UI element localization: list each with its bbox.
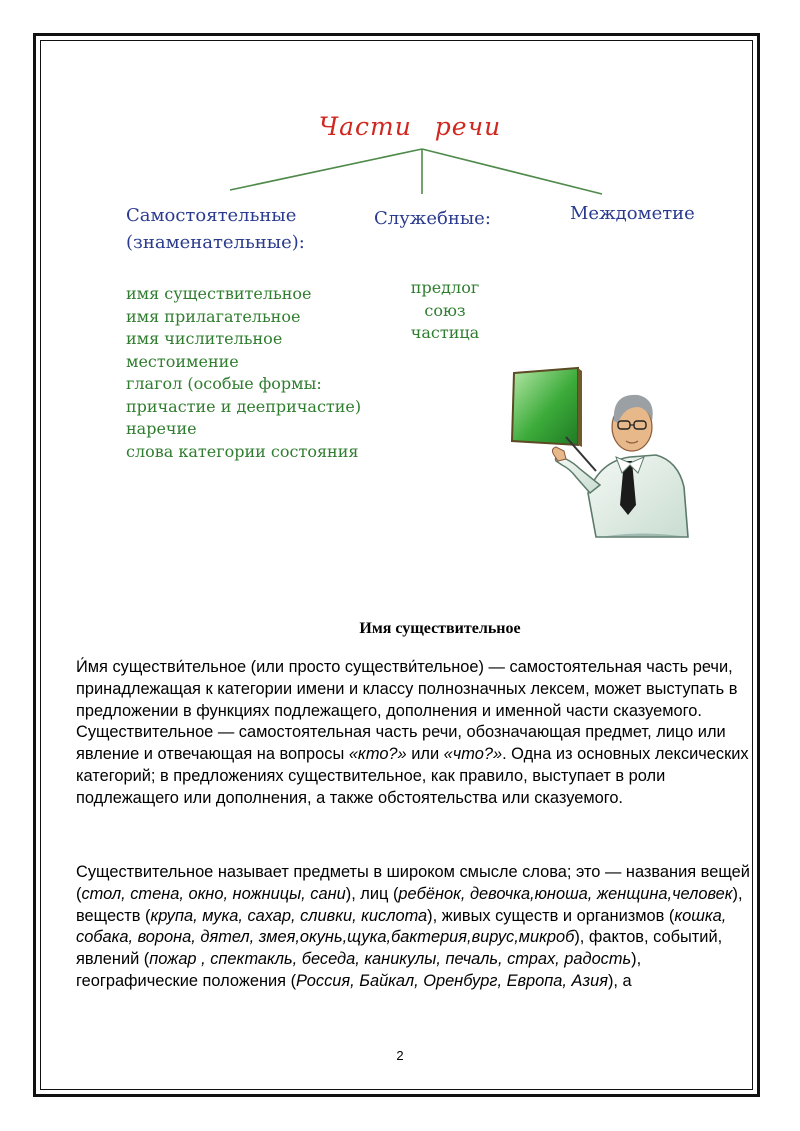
list-item: имя прилагательное — [126, 306, 301, 326]
list-item: глагол (особые формы: — [126, 374, 322, 393]
italic-text: стол, стена, окно, ножницы, сани — [81, 884, 346, 903]
italic-text: кошка, собака, ворона, дятел, змея,окунь,щука,бактерия,вирус,микроб — [76, 906, 727, 947]
text-run: ), лиц ( — [345, 884, 399, 903]
list-item: имя существительное — [126, 284, 312, 303]
teacher-clipart — [500, 365, 700, 540]
italic-text: «что?» — [443, 745, 503, 764]
italic-text: крупа, мука, сахар, сливки, кислота — [150, 906, 428, 925]
text-run: ), а — [607, 971, 632, 990]
connector-right — [422, 149, 602, 194]
italic-text: ребёнок, девочка,юноша, женщина,человек — [398, 884, 733, 903]
diagram-title: Части речи — [318, 112, 502, 141]
teacher-hand — [552, 447, 566, 461]
page-number: 2 — [396, 1048, 404, 1063]
text-run: ), живых существ и организмов ( — [427, 906, 675, 925]
list-item: местоимение — [126, 351, 239, 371]
list-item: союз — [424, 300, 466, 320]
text-run: ), географические положения ( — [76, 950, 642, 990]
function-parts-list — [380, 277, 510, 345]
paragraph-1 — [76, 657, 758, 810]
list-item: слова категории состояния — [126, 441, 359, 461]
text-run: И́мя существи́тельное (или просто существи́тельное) — самостоятельная часть речи, принадлежащая к категории имени и классу полнозначных лексем, может выступать в предложении в функциях подлежащего, дополнения и именной части сказуемого. Существительное — самостоятельная часть речи, обозначающая предмет, лицо или явление и отвечающая на вопросы — [76, 658, 738, 764]
category-interjection: Междометие — [570, 203, 695, 224]
text-run: ), фактов, событий, явлений ( — [76, 928, 723, 969]
list-item: причастие и деепричастие) — [126, 396, 362, 416]
list-item: имя числительное — [126, 329, 283, 348]
connector-left — [230, 149, 422, 190]
category-independent — [126, 202, 305, 256]
text-run: ), веществ ( — [76, 884, 743, 925]
paragraph-2 — [76, 862, 758, 993]
independent-parts-list — [126, 283, 361, 463]
teacher-arm — [556, 457, 601, 493]
text-run: . Одна из основных лексических категорий; в предложениях существительное, как правило, выступает в роли подлежащего или дополнения, а также обстоятельства или сказуемого. — [76, 745, 749, 807]
italic-text: Россия, Байкал, Оренбург, Европа, Азия — [296, 971, 608, 990]
category-independent-line2: (знаменательные): — [126, 232, 305, 253]
category-independent-line1: Самостоятельные — [126, 205, 297, 226]
italic-text: пожар , спектакль, беседа, каникулы, печаль, страх, радость — [149, 950, 632, 969]
list-item: предлог — [410, 278, 480, 297]
list-item: наречие — [126, 419, 197, 438]
chalkboard — [512, 368, 582, 447]
category-function: Служебные: — [374, 208, 491, 229]
diagram-connectors — [0, 0, 800, 300]
text-run: или — [406, 745, 444, 764]
list-item: частица — [410, 323, 480, 342]
text-run: Существительное называет предметы в широком смысле слова; это — названия вещей ( — [76, 863, 750, 903]
italic-text: «кто?» — [348, 745, 407, 764]
section-title: Имя существительное — [359, 620, 521, 637]
